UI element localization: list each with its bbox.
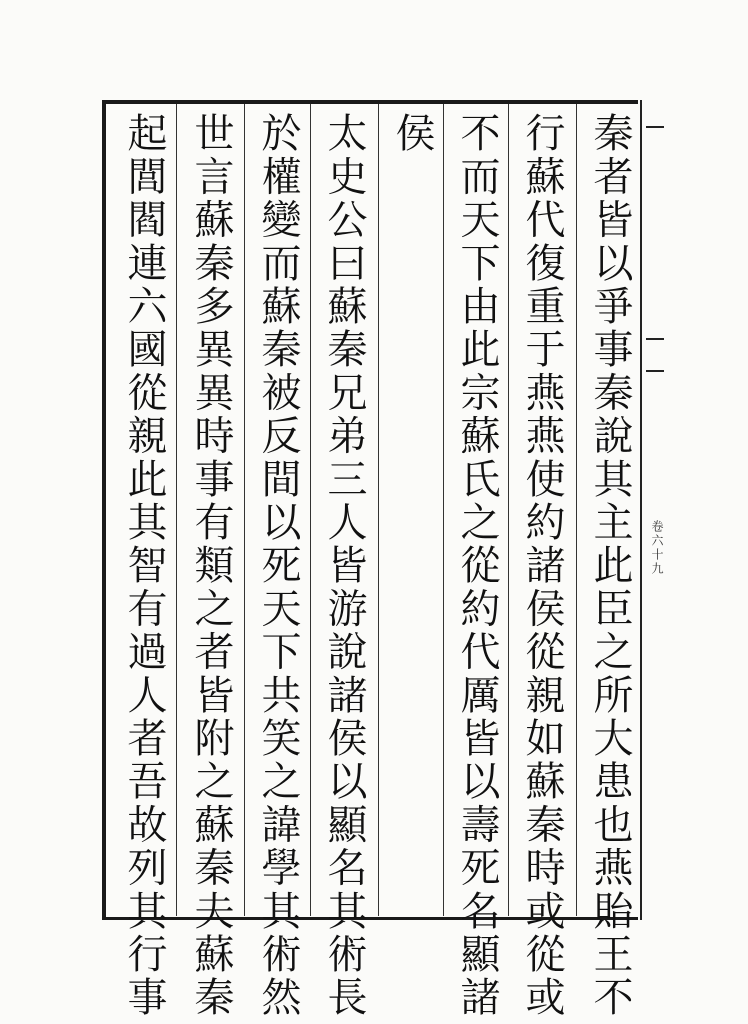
text-column-6: 於權變而蘇秦被反間以死天下共笑之諱學其術然: [255, 112, 301, 1020]
volume-label: 卷六十九: [650, 520, 664, 576]
block-heart-margin: [640, 100, 664, 920]
fishtail-mark-top: [646, 126, 664, 128]
text-column-5: 太史公曰蘇秦兄弟三人皆游說諸侯以顯名其術長: [321, 112, 367, 1020]
text-column-2: 行蘇代復重于燕燕使約諸侯從親如蘇秦時或從或: [519, 112, 565, 1020]
fishtail-mark-middle: [646, 338, 664, 340]
column-rule: [508, 104, 509, 916]
text-column-7: 世言蘇秦多異異時事有類之者皆附之蘇秦夫蘇秦: [188, 112, 234, 1020]
column-rule: [244, 104, 245, 916]
text-column-4: 侯: [389, 112, 435, 156]
text-column-1: 秦者皆以爭事秦說其主此臣之所大患也燕貽王不: [587, 112, 633, 1020]
fishtail-mark-lower: [646, 370, 664, 372]
column-rule: [378, 104, 379, 916]
column-rule: [176, 104, 177, 916]
column-rule: [443, 104, 444, 916]
column-rule: [310, 104, 311, 916]
text-column-3: 不而天下由此宗蘇氏之從約代厲皆以壽死名顯諸: [454, 112, 500, 1020]
text-column-8: 起閭閻連六國從親此其智有過人者吾故列其行事: [121, 112, 167, 1020]
column-rule: [576, 104, 577, 916]
